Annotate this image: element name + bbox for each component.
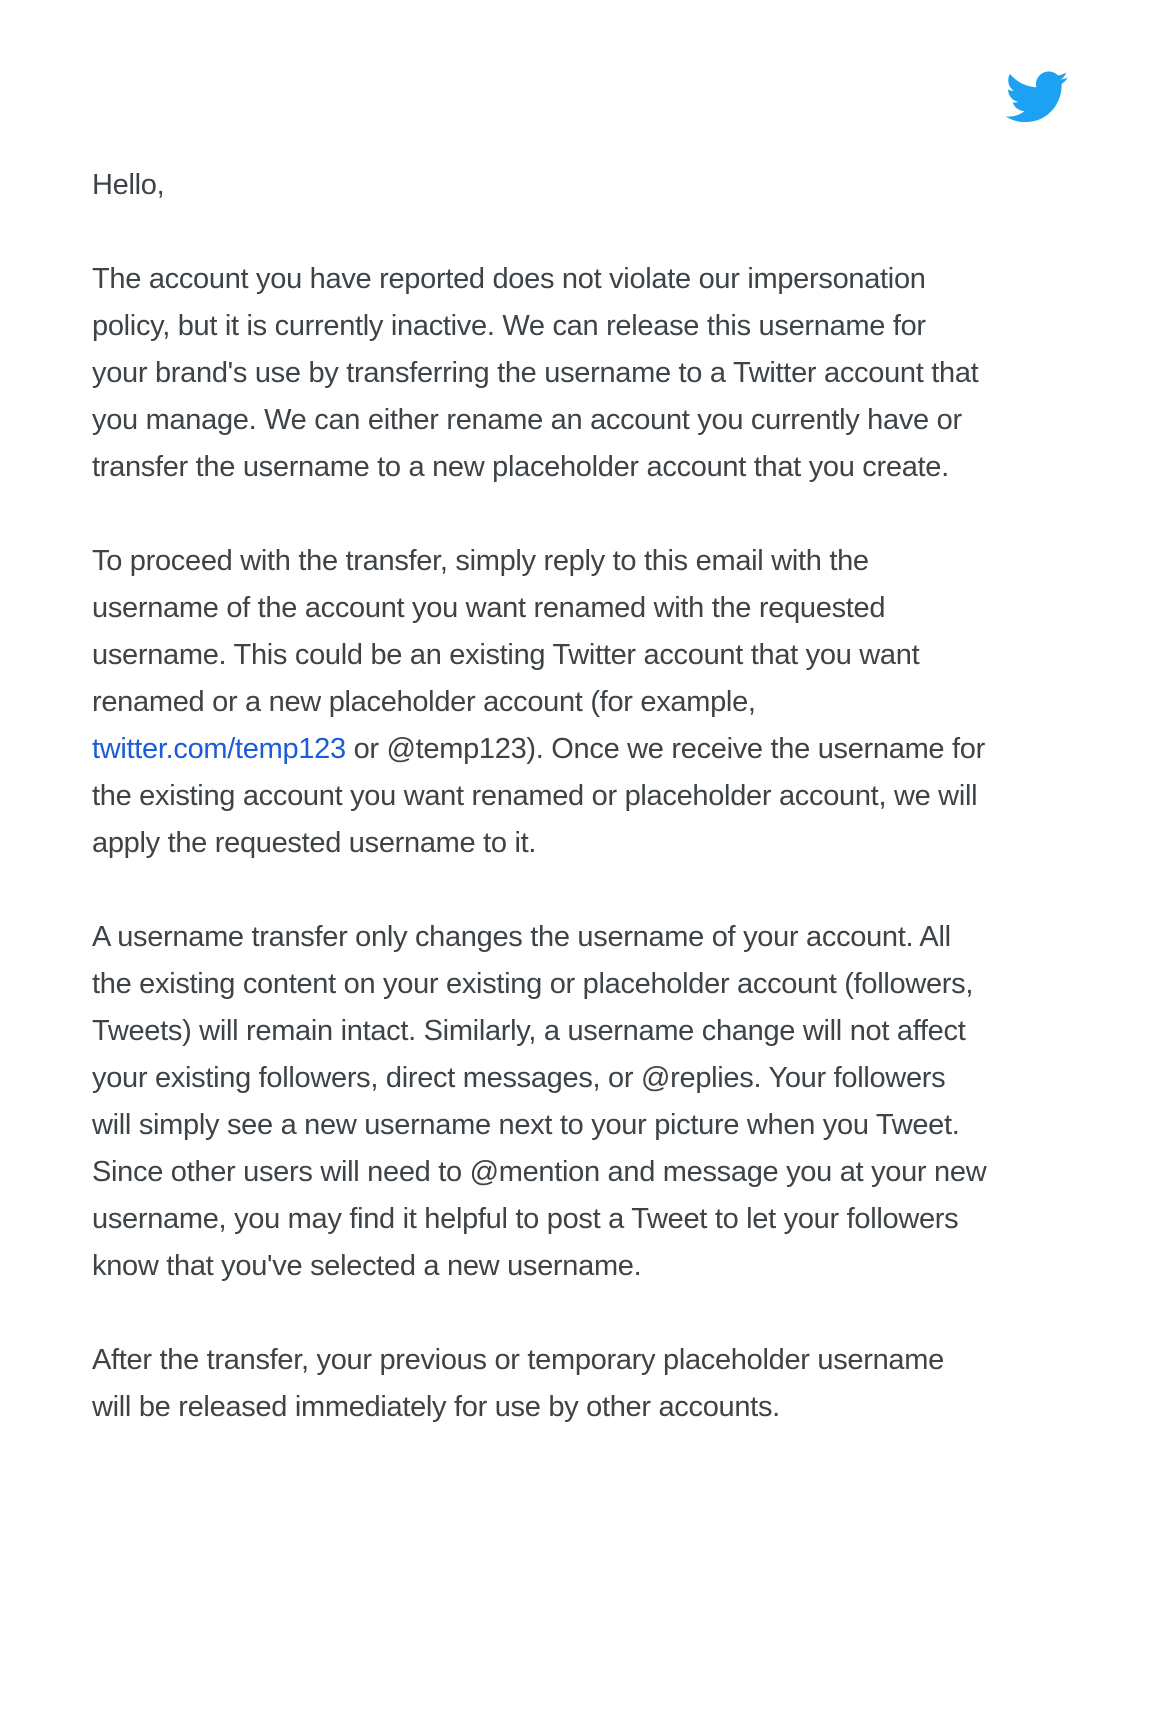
paragraph-proceed-transfer xyxy=(92,538,988,867)
paragraph-proceed-text-before-link: To proceed with the transfer, simply reply to this email with the username of the account you want renamed with the requested username. This could be an existing Twitter account that you want renamed or a new placeholder account (for example, xyxy=(92,545,920,718)
paragraph-account-reported: The account you have reported does not violate our impersonation policy, but it is currently inactive. We can release this username for your brand's use by transferring the username to a Twitter account that you manage. We can either rename an account you currently have or transfer the username to a new placeholder account that you create. xyxy=(92,263,979,483)
twitter-logo[interactable] xyxy=(1002,70,1070,126)
twitter-bird-icon xyxy=(1002,70,1070,126)
paragraph-username-transfer-details: A username transfer only changes the username of your account. All the existing content on your existing or placeholder account (followers, Tweets) will remain intact. Similarly, a username change will not affect your existing followers, direct messages, or @replies. Your followers will simply see a new username next to your picture when you Tweet. Since other users will need to @mention and message you at your new username, you may find it helpful to post a Tweet to let your followers know that you've selected a new username. xyxy=(92,921,987,1282)
greeting: Hello, xyxy=(92,169,165,201)
paragraph-after-transfer: After the transfer, your previous or temporary placeholder username will be released immediately for use by other accounts. xyxy=(92,1344,944,1423)
paragraph-proceed-text-after-link: or @temp123). Once we receive the username for the existing account you want renamed or placeholder account, we will apply the requested username to it. xyxy=(92,733,985,859)
twitter-temp123-link[interactable]: twitter.com/temp123 xyxy=(92,733,346,765)
